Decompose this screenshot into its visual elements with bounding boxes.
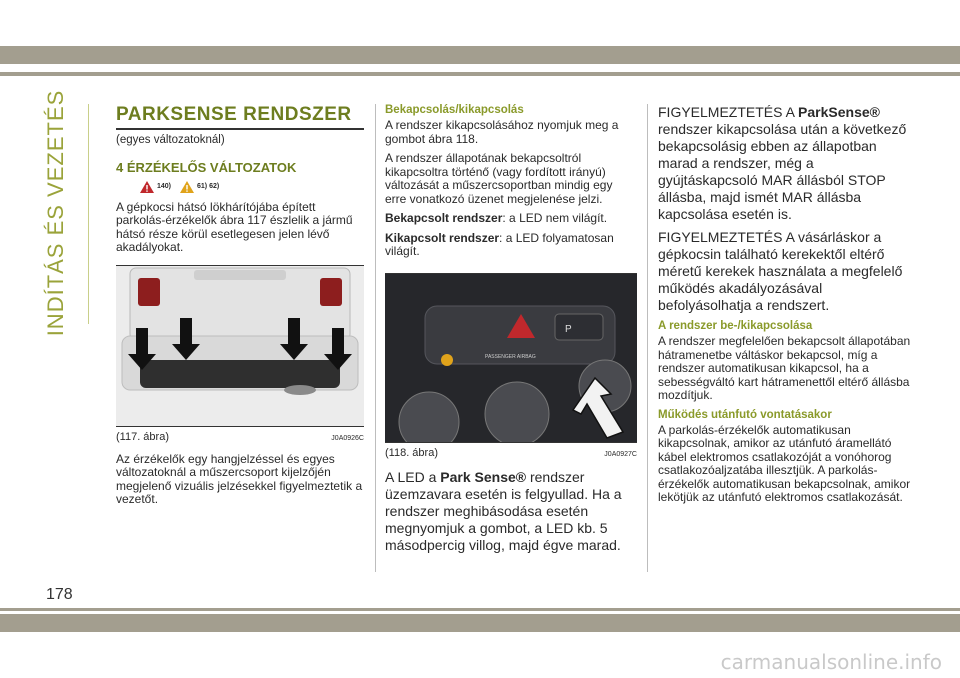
system-onoff-paragraph: A rendszer megfelelően bekapcsolt állapotában hátramenetbe váltáskor bekapcsol, míg a rendszer automatikusan kikapcsol, ha a sebességváltó kart hátramenettől eltérő állásba mozdítjuk. — [658, 334, 911, 402]
caution-triangle-icon — [180, 181, 194, 193]
led-off-text: : a LED folyamatosan világít. — [385, 230, 614, 258]
chapter-sidebar — [36, 89, 76, 336]
section-heading: 4 ÉRZÉKELŐS VÁLTOZATOK — [116, 159, 297, 175]
warning-1-post: rendszer kikapcsolása után a következő bekapcsolásig ebben az állapotban marad a rendszer, még a gyújtáskapcsoló MAR állásból STOP állásba, majd ismét MAR állásba kapcsolása esetén is. — [658, 121, 907, 222]
figure-117-code: J0A0926C — [331, 434, 364, 442]
led-fault-bold: Park Sense® — [440, 468, 527, 485]
led-fault-post: rendszer üzemzavara esetén is felgyullad. Ha a rendszer meghibásodása esetén megnyomjuk a gombot, a LED kb. 5 másodpercig villog, majd égve marad. — [385, 468, 622, 553]
figure-117-label: (117. ábra) — [116, 430, 169, 443]
figure-118-code: J0A0927C — [604, 450, 637, 458]
figure-118-label: (118. ábra) — [385, 446, 438, 459]
chapter-title: INDÍTÁS ÉS VEZETÉS — [43, 89, 68, 336]
led-fault-paragraph — [385, 469, 637, 554]
warning-refs — [140, 181, 364, 193]
column-divider-1 — [375, 104, 376, 572]
page-title: PARKSENSE RENDSZER — [116, 104, 364, 130]
led-off-line — [385, 232, 637, 259]
alert-paragraph: Az érzékelők egy hangjelzéssel és egyes változatoknál a műszercsoport kijelzőjén megjelenő vizuális jelzésekkel figyelmeztetik a vezetőt. — [116, 451, 363, 506]
title-subtitle: (egyes változatoknál) — [116, 134, 225, 146]
figure-118-caption — [385, 447, 637, 459]
led-on-label: Bekapcsolt rendszer — [385, 211, 503, 225]
danger-triangle-icon — [140, 181, 154, 193]
warning-1-pre: FIGYELMEZTETÉS A — [658, 104, 799, 120]
rear-bumper-sensor-image — [116, 266, 364, 426]
intro-paragraph: A gépkocsi hátsó lökhárítójába épített parkolás-érzékelők ábra 117 észlelik a jármű hátsó része körül esetlegesen jelen lévő akadályokat. — [116, 199, 353, 254]
trailer-heading: Működés utánfutó vontatásakor — [658, 408, 832, 421]
led-fault-pre: A LED a — [385, 468, 441, 485]
warning-1 — [658, 104, 912, 223]
warning-1-bold: ParkSense® — [798, 104, 880, 120]
trailer-paragraph: A parkolás-érzékelők automatikusan kikapcsolnak, amikor az utánfutó áramellátó kábel elektromos csatlakozóját a vonóhorog csatlakozóaljzatába illesztjük. A parkolás-érzékelők automatikusan bekapcsolnak, amikor lekötjük az utánfutó elektromos csatlakozását. — [658, 422, 911, 504]
sidebar-divider — [88, 104, 89, 324]
bottom-bar — [0, 614, 960, 632]
column-2 — [385, 104, 637, 560]
bottom-divider — [0, 608, 960, 611]
dashboard-button-image — [385, 274, 637, 442]
passenger-airbag-label: PASSENGER AIRBAG — [485, 353, 536, 360]
led-on-text: : a LED nem világít. — [502, 211, 608, 225]
page-number: 178 — [46, 586, 73, 603]
warning-ref-1: 140) — [157, 183, 172, 190]
warning-ref-2: 61) 62) — [197, 183, 220, 190]
onoff-heading: Bekapcsolás/kikapcsolás — [385, 104, 524, 116]
top-bar — [0, 46, 960, 64]
system-onoff-heading: A rendszer be-/kikapcsolása — [658, 320, 813, 332]
onoff-paragraph-2: A rendszer állapotának bekapcsoltról kikapcsoltra történő (vagy fordított irányú) változását a műszercsoportban mindig egy erre vonatkozó üzenet megjelenése jelzi. — [385, 151, 613, 206]
column-3 — [658, 104, 912, 511]
watermark: carmanualsonline.info — [720, 650, 942, 674]
led-on-line — [385, 212, 637, 226]
led-off-label: Kikapcsolt rendszer — [385, 230, 500, 245]
figure-118 — [385, 273, 637, 443]
onoff-paragraph-1: A rendszer kikapcsolásához nyomjuk meg a gombot ábra 118. — [385, 118, 619, 146]
figure-117-caption — [116, 431, 364, 443]
top-divider — [0, 72, 960, 76]
figure-117 — [116, 265, 364, 427]
column-divider-2 — [647, 104, 648, 572]
svg-text:P: P — [565, 323, 572, 335]
warning-2: FIGYELMEZTETÉS A vásárláskor a gépkocsin található kerekektől eltérő méretű kerekek használata a megfelelő működés akadályozásával befolyásolhatja a rendszert. — [658, 229, 903, 313]
column-1 — [116, 104, 364, 513]
